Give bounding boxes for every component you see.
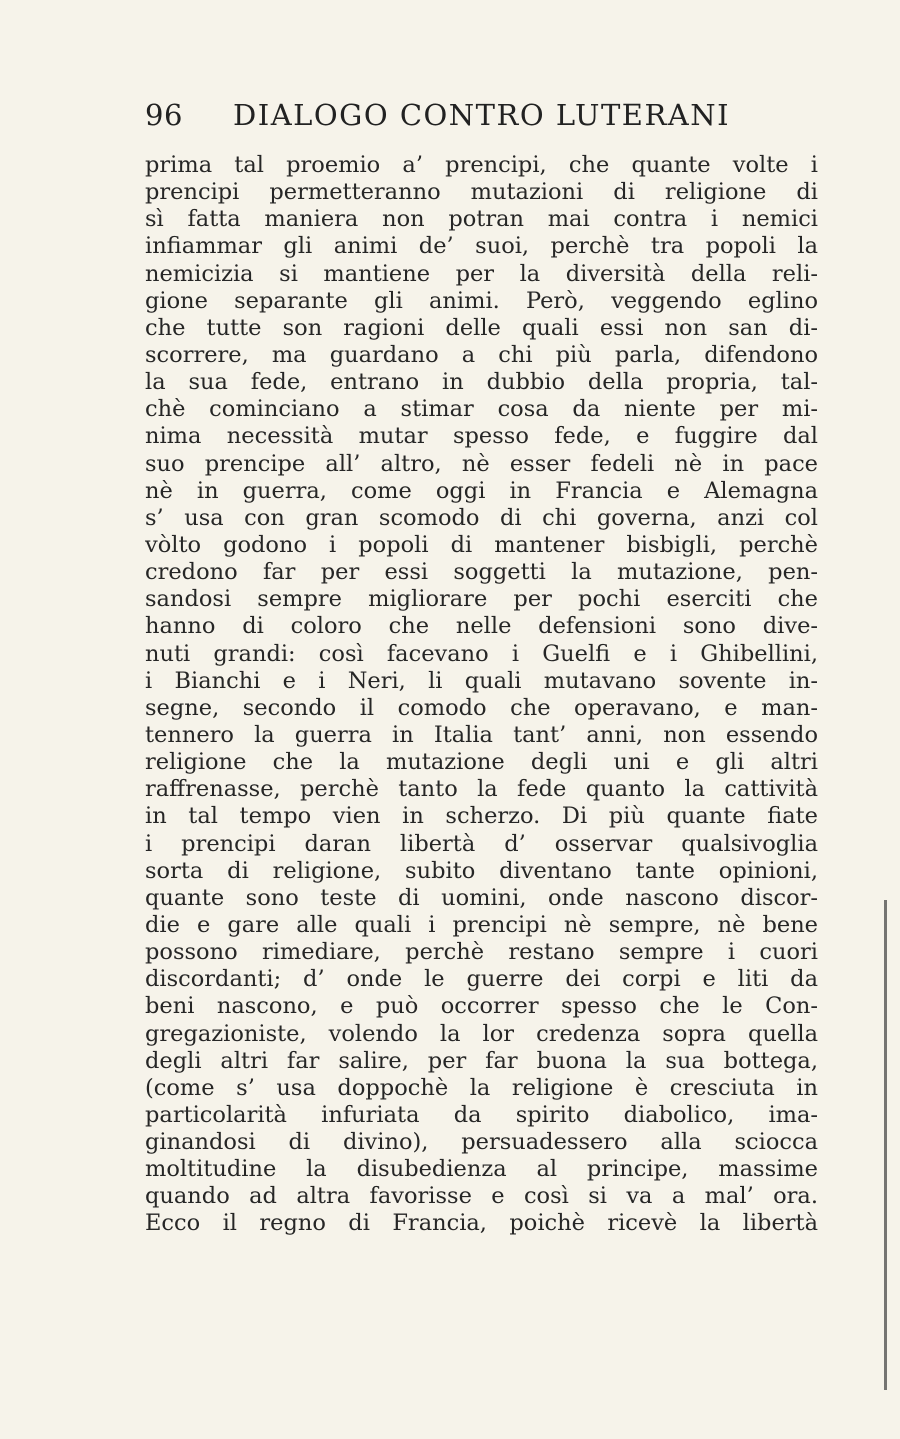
text-line: possono rimediare, perchè restano sempre i cuori — [145, 939, 818, 966]
text-line: in tal tempo vien in scherzo. Di più quante fiate — [145, 803, 818, 830]
text-line: die e gare alle quali i prencipi nè sempre, nè bene — [145, 911, 818, 938]
text-line: la sua fede, entrano in dubbio della propria, tal- — [145, 369, 818, 396]
text-line: nima necessità mutar spesso fede, e fuggire dal — [145, 423, 818, 450]
text-line: chè cominciano a stimar cosa da niente per mi- — [145, 396, 818, 423]
text-line: hanno di coloro che nelle defensioni sono dive- — [145, 613, 818, 640]
text-line: scorrere, ma guardano a chi più parla, difendono — [145, 341, 818, 368]
text-body — [145, 152, 818, 1238]
page-number: 96 — [145, 98, 183, 132]
text-line: gregazioniste, volendo la lor credenza sopra quella — [145, 1020, 818, 1047]
text-line: (come s’ usa doppochè la religione è cresciuta in — [145, 1074, 818, 1101]
text-line: Ecco il regno di Francia, poichè ricevè la libertà — [145, 1210, 818, 1237]
text-line: credono far per essi soggetti la mutazione, pen- — [145, 559, 818, 586]
text-line: sì fatta maniera non potran mai contra i nemici — [145, 206, 818, 233]
text-line: vòlto godono i popoli di mantener bisbigli, perchè — [145, 531, 818, 558]
text-line: tennero la guerra in Italia tant’ anni, non essendo — [145, 721, 818, 748]
text-line: discordanti; d’ onde le guerre dei corpi e liti da — [145, 966, 818, 993]
text-line: sandosi sempre migliorare per pochi eserciti che — [145, 586, 818, 613]
text-line: raffrenasse, perchè tanto la fede quanto la cattività — [145, 776, 818, 803]
page-title: DIALOGO CONTRO LUTERANI — [233, 98, 731, 132]
text-line: prima tal proemio a’ prencipi, che quante volte i — [145, 152, 818, 178]
text-line: infiammar gli animi de’ suoi, perchè tra popoli la — [145, 233, 818, 260]
text-line: i Bianchi e i Neri, li quali mutavano sovente in- — [145, 667, 818, 694]
text-line: s’ usa con gran scomodo di chi governa, anzi col — [145, 504, 818, 531]
text-line: suo prencipe all’ altro, nè esser fedeli nè in pace — [145, 450, 818, 477]
text-line: nuti grandi: così facevano i Guelfi e i Ghibellini, — [145, 640, 818, 667]
text-line: religione che la mutazione degli uni e gli altri — [145, 749, 818, 776]
text-line: particolarità infuriata da spirito diabolico, ima- — [145, 1101, 818, 1128]
text-line: nemicizia si mantiene per la diversità della reli- — [145, 260, 818, 287]
text-line: gione separante gli animi. Però, veggendo eglino — [145, 287, 818, 314]
text-line: beni nascono, e può occorrer spesso che le Con- — [145, 993, 818, 1020]
text-line: prencipi permetteranno mutazioni di religione di — [145, 179, 818, 206]
text-line: i prencipi daran libertà d’ osservar qualsivoglia — [145, 830, 818, 857]
text-line: degli altri far salire, per far buona la sua bottega, — [145, 1047, 818, 1074]
text-line: quando ad altra favorisse e così si va a mal’ ora. — [145, 1183, 818, 1210]
text-line: che tutte son ragioni delle quali essi non san di- — [145, 314, 818, 341]
page-edge-shadow — [884, 900, 887, 1390]
text-line: quante sono teste di uomini, onde nascono discor- — [145, 884, 818, 911]
text-line: sorta di religione, subito diventano tante opinioni, — [145, 857, 818, 884]
running-head — [145, 98, 731, 138]
text-line: nè in guerra, come oggi in Francia e Alemagna — [145, 477, 818, 504]
text-line: moltitudine la disubedienza al principe, massime — [145, 1156, 818, 1183]
text-line: segne, secondo il comodo che operavano, e man- — [145, 694, 818, 721]
text-line: ginandosi di divino), persuadessero alla sciocca — [145, 1129, 818, 1156]
